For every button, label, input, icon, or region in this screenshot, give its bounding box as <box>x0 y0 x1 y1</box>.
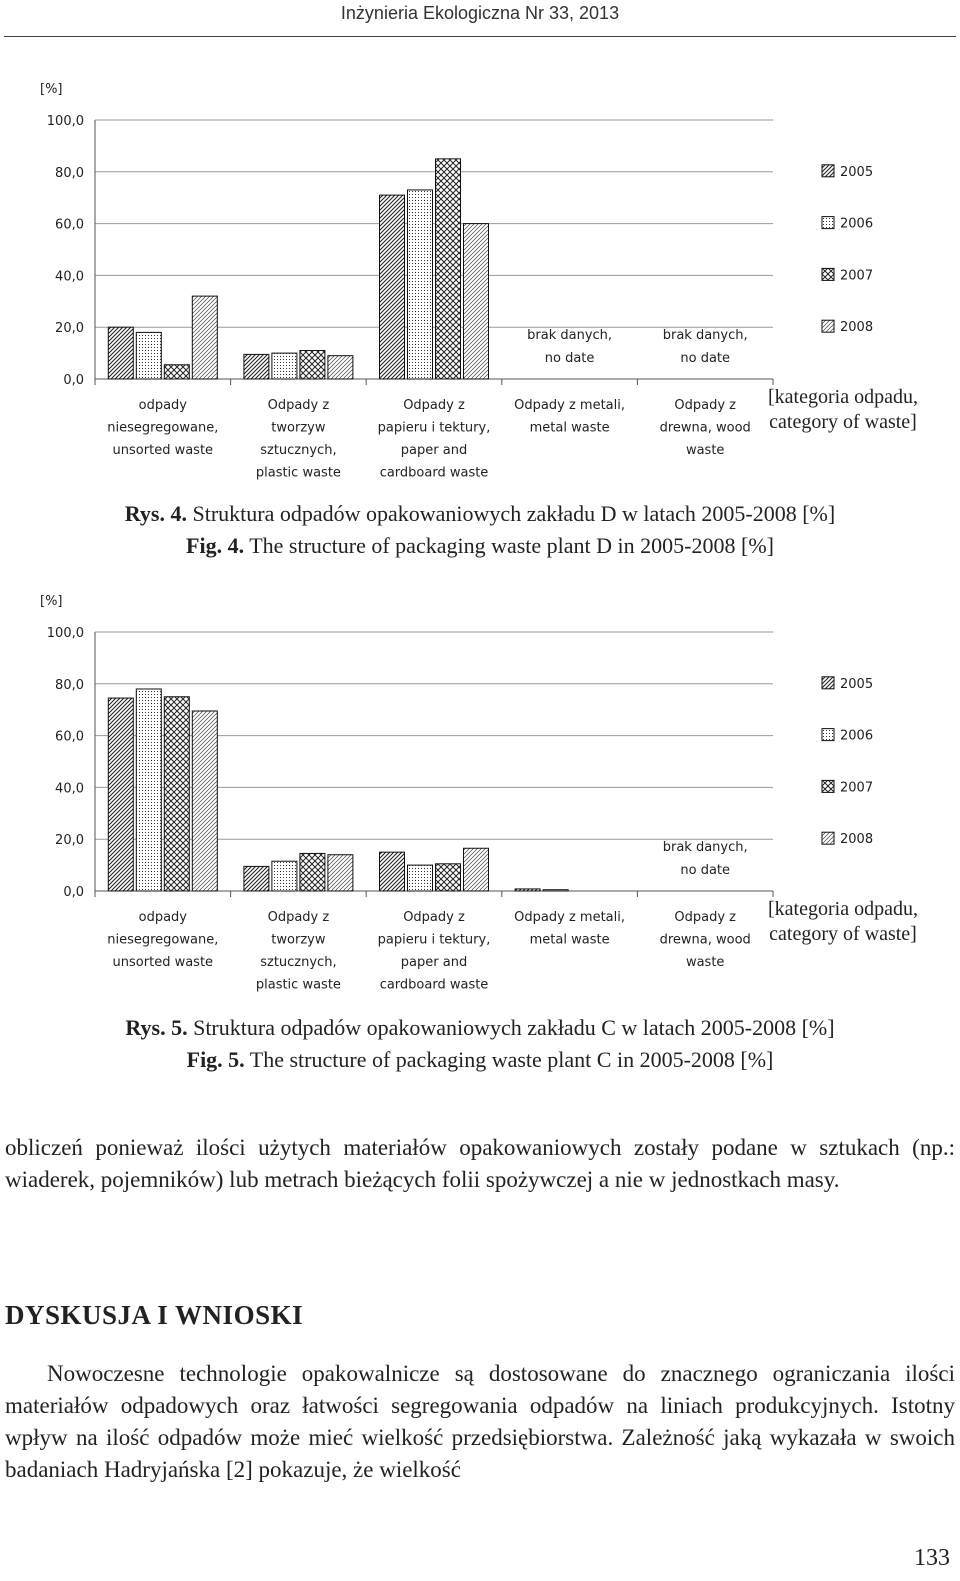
caption-en-prefix: Fig. 4. <box>186 533 245 558</box>
caption-en <box>0 1044 960 1076</box>
no-data-annotation: brak danych, <box>662 840 748 855</box>
x-tick-label: sztucznych, <box>260 955 337 970</box>
x-tick-label: plastic waste <box>255 977 341 993</box>
caption-pl-prefix: Rys. 5. <box>125 1015 188 1040</box>
x-tick-label: Odpady z <box>674 910 737 925</box>
x-tick-label: waste <box>685 955 725 970</box>
caption-en-text: The structure of packaging waste plant D in 2005-2008 [%] <box>249 533 774 558</box>
x-tick-label: paper and <box>400 955 468 970</box>
y-tick-label: 20,0 <box>55 321 84 337</box>
y-tick-label: 100,0 <box>46 114 84 129</box>
x-tick-label: Odpady z <box>267 910 330 925</box>
legend-swatch-2006 <box>822 729 834 741</box>
x-tick-label: cardboard waste <box>379 977 489 993</box>
bar-2006-cat2 <box>408 865 433 891</box>
caption-pl-text: Struktura odpadów opakowaniowych zakładu C w latach 2005-2008 [%] <box>193 1015 835 1040</box>
bar-2007-cat1 <box>300 853 325 891</box>
x-tick-label: Odpady z metali, <box>514 398 626 413</box>
y-tick-label: 80,0 <box>55 165 84 181</box>
bar-2005-cat0 <box>108 698 133 891</box>
caption-en-prefix: Fig. 5. <box>186 1047 245 1072</box>
body-paragraph: Nowoczesne technologie opakowalnicze są dostosowane do znacznego ograniczania ilości materiałów odpadowych oraz łatwości segregowania odpadów na liniach produkcyjnych. Istotny wpływ na ilość odpadów może mieć wielkość przedsiębiorstwa. Zależność jaką wykazała w swoich badaniach Hadryjańska [2] pokazuje, że wielkość <box>5 1361 955 1482</box>
bar-2008-cat1 <box>328 356 353 379</box>
x-tick-label: unsorted waste <box>112 443 214 458</box>
bar-2005-cat2 <box>380 195 405 379</box>
no-data-annotation: brak danych, <box>527 328 613 343</box>
bar-2007-cat0 <box>164 365 189 379</box>
caption-pl <box>0 498 960 530</box>
page-number: 133 <box>914 1545 950 1571</box>
bar-2008-cat0 <box>192 296 217 379</box>
x-tick-label: cardboard waste <box>379 465 489 481</box>
x-tick-label: tworzyw <box>271 932 326 948</box>
x-tick-label: Odpady z <box>403 910 465 925</box>
legend-swatch-2008 <box>822 832 834 844</box>
no-data-annotation: no date <box>680 351 731 366</box>
y-tick-label: 0,0 <box>63 373 84 388</box>
x-tick-label: drewna, wood <box>659 932 751 948</box>
y-tick-label: 40,0 <box>55 269 84 285</box>
x-tick-label: sztucznych, <box>260 443 337 458</box>
legend-label: 2007 <box>840 780 874 796</box>
legend-label: 2005 <box>840 676 874 692</box>
bar-chart-plant-c <box>0 582 960 997</box>
bar-2008-cat2 <box>464 848 489 891</box>
bar-2005-cat3 <box>515 889 540 891</box>
x-tick-label: odpady <box>138 910 187 925</box>
x-tick-label: niesegregowane, <box>107 420 219 436</box>
caption-en <box>0 530 960 562</box>
y-axis-label: [%] <box>40 594 63 609</box>
bar-2007-cat2 <box>436 159 461 379</box>
caption-pl-prefix: Rys. 4. <box>124 501 187 526</box>
caption-pl <box>0 1012 960 1044</box>
bar-chart-plant-d <box>0 70 960 485</box>
bar-2006-cat1 <box>272 353 297 379</box>
journal-header: Inżynieria Ekologiczna Nr 33, 2013 <box>340 3 620 23</box>
figure-caption-5 <box>0 1012 960 1076</box>
figure-caption-4 <box>0 498 960 562</box>
bar-2006-cat1 <box>272 861 297 891</box>
legend-swatch-2007 <box>822 268 834 280</box>
bar-2005-cat1 <box>244 866 269 891</box>
legend-swatch-2008 <box>822 320 834 332</box>
legend-label: 2006 <box>840 216 874 232</box>
x-axis-title: [kategoria odpadu, <box>768 386 918 408</box>
bar-2005-cat2 <box>380 852 405 891</box>
y-axis-label: [%] <box>40 82 63 97</box>
x-tick-label: paper and <box>400 443 468 458</box>
x-tick-label: odpady <box>138 398 187 413</box>
x-tick-label: metal waste <box>529 932 610 948</box>
bar-2005-cat1 <box>244 354 269 379</box>
x-tick-label: waste <box>685 443 725 458</box>
bar-2006-cat3 <box>543 890 568 891</box>
body-paragraph: obliczeń ponieważ ilości użytych materiałów opakowaniowych zostały podane w sztukach (np.: wiaderek, pojemników) lub metrach bieżących folii spożywczej a nie w jednostkach masy. <box>5 1135 955 1192</box>
no-data-annotation: no date <box>544 351 595 366</box>
x-tick-label: Odpady z <box>267 398 330 413</box>
x-axis-title: [kategoria odpadu, <box>768 898 918 920</box>
bar-2007-cat2 <box>436 864 461 891</box>
x-tick-label: unsorted waste <box>112 955 214 970</box>
x-tick-label: Odpady z <box>674 398 737 413</box>
section-title: DYSKUSJA I WNIOSKI <box>5 1300 304 1330</box>
x-axis-title: category of waste] <box>769 411 917 433</box>
caption-pl-text: Struktura odpadów opakowaniowych zakładu D w latach 2005-2008 [%] <box>192 501 836 526</box>
legend-label: 2005 <box>840 164 874 180</box>
legend-label: 2008 <box>840 832 874 848</box>
x-tick-label: Odpady z <box>403 398 465 413</box>
bar-2006-cat0 <box>136 332 161 379</box>
no-data-annotation: no date <box>680 863 731 878</box>
y-tick-label: 100,0 <box>46 626 84 641</box>
x-tick-label: tworzyw <box>271 420 326 436</box>
legend-label: 2007 <box>840 268 874 284</box>
bar-2007-cat0 <box>164 697 189 891</box>
bar-2008-cat2 <box>464 224 489 379</box>
bar-2005-cat0 <box>108 327 133 379</box>
bar-2008-cat1 <box>328 855 353 891</box>
y-tick-label: 60,0 <box>55 729 84 745</box>
y-tick-label: 80,0 <box>55 677 84 693</box>
bar-2006-cat2 <box>408 190 433 379</box>
bar-2006-cat0 <box>136 689 161 891</box>
x-tick-label: drewna, wood <box>659 420 751 436</box>
x-tick-label: Odpady z metali, <box>514 910 626 925</box>
bar-2007-cat1 <box>300 351 325 379</box>
legend-swatch-2006 <box>822 217 834 229</box>
header-divider <box>4 36 956 37</box>
y-tick-label: 0,0 <box>63 885 84 900</box>
bar-2008-cat0 <box>192 711 217 891</box>
x-tick-label: niesegregowane, <box>107 932 219 948</box>
legend-swatch-2005 <box>822 165 834 177</box>
x-tick-label: plastic waste <box>255 465 341 481</box>
legend-swatch-2005 <box>822 677 834 689</box>
x-axis-title: category of waste] <box>769 923 917 945</box>
legend-label: 2006 <box>840 728 874 744</box>
x-tick-label: papieru i tektury, <box>377 932 491 948</box>
y-tick-label: 20,0 <box>55 833 84 849</box>
y-tick-label: 60,0 <box>55 217 84 233</box>
x-tick-label: metal waste <box>529 420 610 436</box>
no-data-annotation: brak danych, <box>662 328 748 343</box>
caption-en-text: The structure of packaging waste plant C in 2005-2008 [%] <box>249 1047 774 1072</box>
legend-label: 2008 <box>840 320 874 336</box>
legend-swatch-2007 <box>822 780 834 792</box>
y-tick-label: 40,0 <box>55 781 84 797</box>
x-tick-label: papieru i tektury, <box>377 420 491 436</box>
